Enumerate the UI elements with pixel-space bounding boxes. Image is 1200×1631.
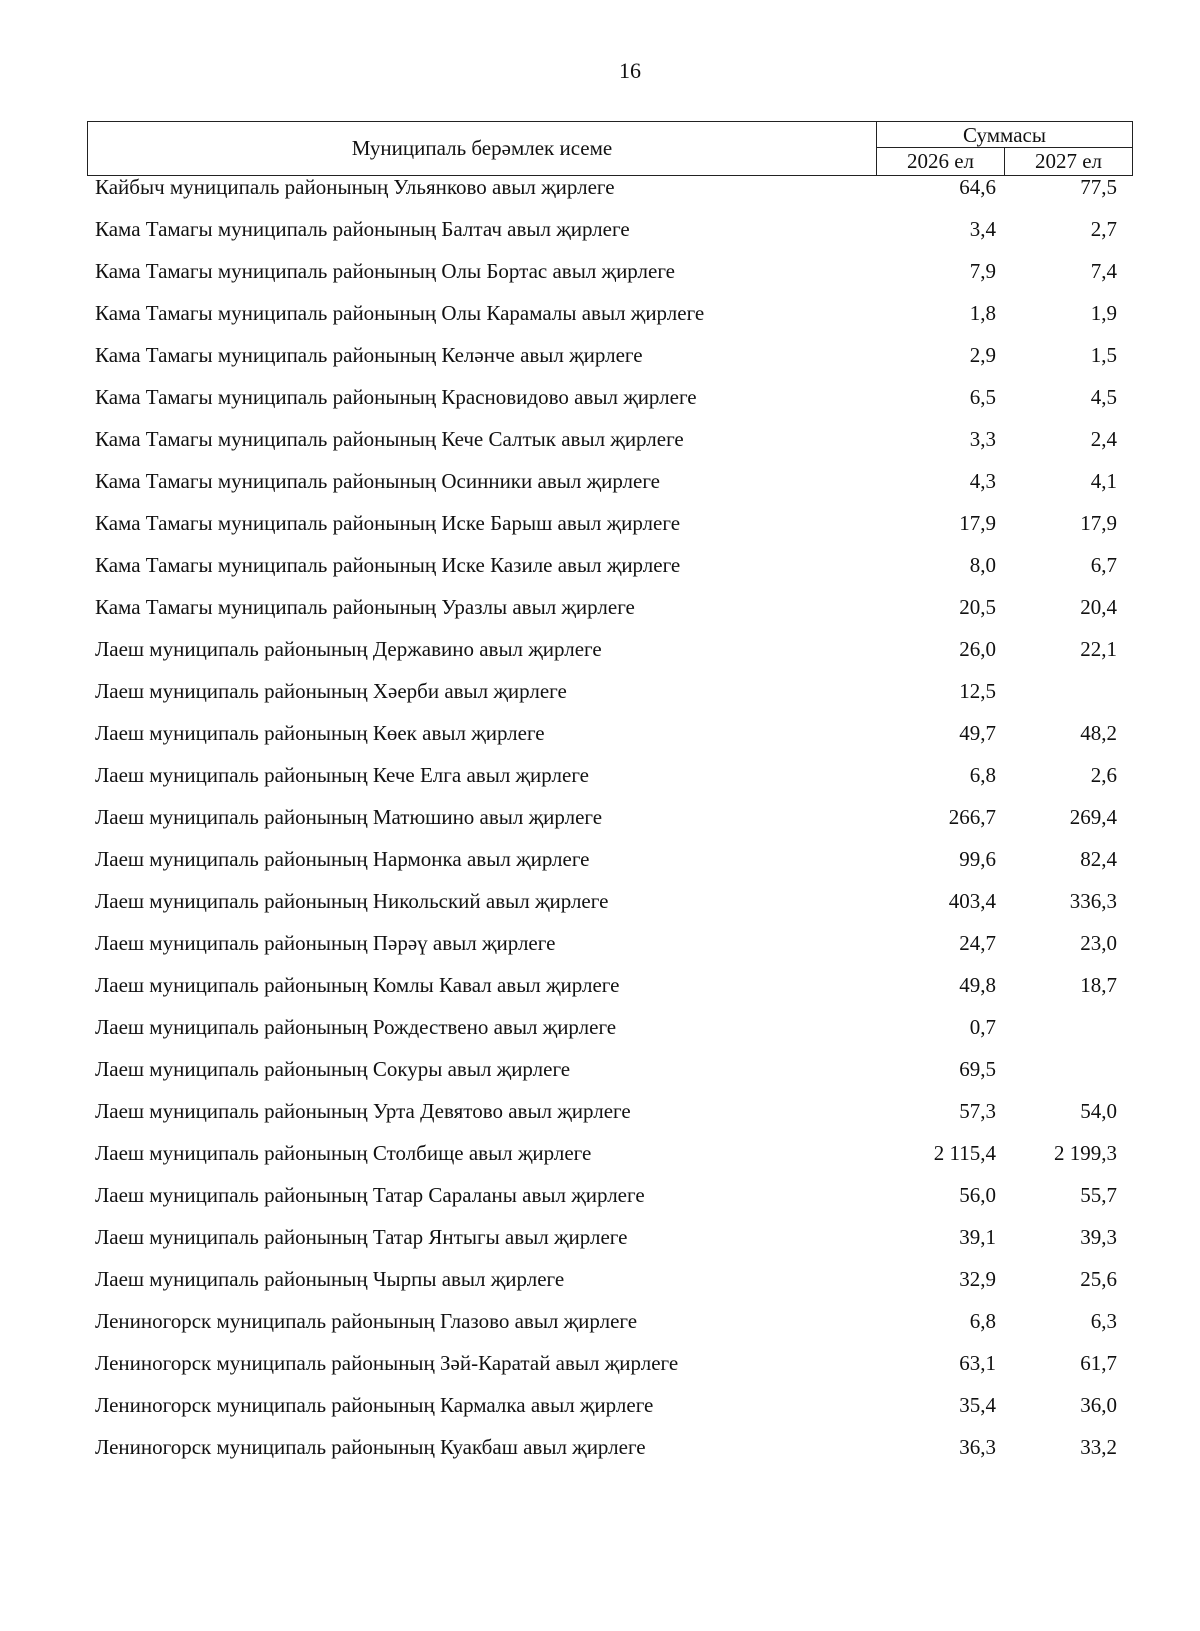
municipality-name: Лениногорск муниципаль районының Куакбаш авыл җирлеге: [95, 1435, 646, 1459]
municipality-name: Лаеш муниципаль районының Матюшино авыл җирлеге: [95, 805, 603, 829]
amount-2027: 39,3: [1080, 1225, 1117, 1249]
amount-2027: 33,2: [1080, 1435, 1117, 1459]
amount-2027: 22,1: [1080, 637, 1117, 661]
amount-2026: 36,3: [959, 1435, 996, 1459]
municipality-name: Кама Тамагы муниципаль районының Уразлы авыл җирлеге: [95, 595, 635, 619]
header-year-2026: 2026 ел: [877, 148, 1005, 175]
amount-2026: 39,1: [959, 1225, 996, 1249]
table-row: [87, 425, 1133, 467]
amount-2026: 8,0: [969, 553, 996, 577]
amount-2027: 7,4: [1090, 259, 1117, 283]
table-row: [87, 1097, 1133, 1139]
amount-2027: 18,7: [1080, 973, 1117, 997]
table-row: [87, 509, 1133, 551]
amount-2027: 61,7: [1080, 1351, 1117, 1375]
amount-2026: 63,1: [959, 1351, 996, 1375]
table-row: [87, 1139, 1133, 1181]
municipality-name: Лаеш муниципаль районының Хәерби авыл җирлеге: [95, 679, 567, 703]
municipality-name: Лениногорск муниципаль районының Зәй-Каратай авыл җирлеге: [95, 1351, 679, 1375]
page-number: 16: [619, 58, 641, 83]
amount-2026: 64,6: [959, 175, 996, 199]
municipality-name: Кама Тамагы муниципаль районының Иске Барыш авыл җирлеге: [95, 511, 681, 535]
amount-2026: 32,9: [959, 1267, 996, 1291]
municipality-name: Лаеш муниципаль районының Кече Елга авыл җирлеге: [95, 763, 589, 787]
table-row: [87, 929, 1133, 971]
amount-2027: 23,0: [1080, 931, 1117, 955]
amount-2027: 36,0: [1080, 1393, 1117, 1417]
municipality-name: Кама Тамагы муниципаль районының Красновидово авыл җирлеге: [95, 385, 697, 409]
municipality-name: Кама Тамагы муниципаль районының Келәнче авыл җирлеге: [95, 343, 643, 367]
amount-2026: 4,3: [969, 469, 996, 493]
municipality-name: Лаеш муниципаль районының Нармонка авыл җирлеге: [95, 847, 590, 871]
municipality-name: Лаеш муниципаль районының Столбище авыл җирлеге: [95, 1141, 592, 1165]
amount-2027: 2,4: [1090, 427, 1117, 451]
amount-2027: 6,7: [1090, 553, 1117, 577]
table-row: [87, 1391, 1133, 1433]
amount-2027: 6,3: [1090, 1309, 1117, 1333]
table-body: [87, 173, 1133, 1475]
municipality-name: Лениногорск муниципаль районының Кармалка авыл җирлеге: [95, 1393, 654, 1417]
allocation-table: [87, 121, 1133, 1459]
amount-2026: 49,8: [959, 973, 996, 997]
municipality-name: Лаеш муниципаль районының Сокуры авыл җирлеге: [95, 1057, 571, 1081]
table-row: [87, 887, 1133, 929]
amount-2027: 25,6: [1080, 1267, 1117, 1291]
amount-2026: 3,4: [969, 217, 996, 241]
municipality-name: Кама Тамагы муниципаль районының Олы Бортас авыл җирлеге: [95, 259, 675, 283]
municipality-name: Кама Тамагы муниципаль районының Кече Салтык авыл җирлеге: [95, 427, 684, 451]
amount-2026: 6,8: [969, 1309, 996, 1333]
table-row: [87, 467, 1133, 509]
municipality-name: Кама Тамагы муниципаль районының Иске Казиле авыл җирлеге: [95, 553, 681, 577]
municipality-name: Лениногорск муниципаль районының Глазово авыл җирлеге: [95, 1309, 638, 1333]
amount-2026: 0,7: [969, 1015, 996, 1039]
amount-2027: 336,3: [1069, 889, 1117, 913]
municipality-name: Лаеш муниципаль районының Пәрәү авыл җирлеге: [95, 931, 556, 955]
amount-2026: 7,9: [969, 259, 996, 283]
amount-2026: 6,8: [969, 763, 996, 787]
amount-2026: 24,7: [959, 931, 996, 955]
municipality-name: Кама Тамагы муниципаль районының Балтач авыл җирлеге: [95, 217, 630, 241]
amount-2027: 1,9: [1090, 301, 1117, 325]
municipality-name: Лаеш муниципаль районының Көек авыл җирлеге: [95, 721, 545, 745]
table-row: [87, 1349, 1133, 1391]
amount-2027: 2,7: [1090, 217, 1117, 241]
municipality-name: Лаеш муниципаль районының Татар Янтыгы авыл җирлеге: [95, 1225, 628, 1249]
amount-2026: 3,3: [969, 427, 996, 451]
table-row: [87, 173, 1133, 215]
amount-2026: 17,9: [959, 511, 996, 535]
amount-2026: 2 115,4: [933, 1141, 996, 1165]
table-row: [87, 383, 1133, 425]
amount-2027: 1,5: [1090, 343, 1117, 367]
amount-2026: 57,3: [959, 1099, 996, 1123]
table-header: [87, 121, 1133, 176]
header-municipality-name: Муниципаль берәмлек исеме: [88, 122, 877, 175]
amount-2026: 6,5: [969, 385, 996, 409]
amount-2027: 77,5: [1080, 175, 1117, 199]
municipality-name: Лаеш муниципаль районының Рождествено авыл җирлеге: [95, 1015, 617, 1039]
table-row: [87, 635, 1133, 677]
amount-2027: 48,2: [1080, 721, 1117, 745]
amount-2027: 54,0: [1080, 1099, 1117, 1123]
header-sums: Суммасы: [877, 122, 1132, 148]
table-row: [87, 1307, 1133, 1349]
amount-2026: 56,0: [959, 1183, 996, 1207]
table-row: [87, 215, 1133, 257]
amount-2026: 20,5: [959, 595, 996, 619]
table-row: [87, 341, 1133, 383]
municipality-name: Лаеш муниципаль районының Чырпы авыл җирлеге: [95, 1267, 565, 1291]
table-row: [87, 845, 1133, 887]
municipality-name: Кайбыч муниципаль районының Ульянково авыл җирлеге: [95, 175, 615, 199]
table-row: [87, 1265, 1133, 1307]
municipality-name: Лаеш муниципаль районының Татар Сараланы авыл җирлеге: [95, 1183, 645, 1207]
amount-2026: 26,0: [959, 637, 996, 661]
table-row: [87, 257, 1133, 299]
municipality-name: Кама Тамагы муниципаль районының Олы Карамалы авыл җирлеге: [95, 301, 705, 325]
amount-2026: 2,9: [969, 343, 996, 367]
table-row: [87, 1055, 1133, 1097]
amount-2027: 4,1: [1090, 469, 1117, 493]
municipality-name: Лаеш муниципаль районының Комлы Кавал авыл җирлеге: [95, 973, 620, 997]
amount-2027: 4,5: [1090, 385, 1117, 409]
amount-2027: 2,6: [1090, 763, 1117, 787]
table-row: [87, 1223, 1133, 1265]
amount-2026: 266,7: [948, 805, 996, 829]
table-row: [87, 593, 1133, 635]
table-row: [87, 1013, 1133, 1055]
table-row: [87, 1433, 1133, 1475]
table-row: [87, 299, 1133, 341]
amount-2026: 403,4: [948, 889, 996, 913]
amount-2027: 269,4: [1069, 805, 1117, 829]
amount-2027: 2 199,3: [1054, 1141, 1117, 1165]
amount-2026: 49,7: [959, 721, 996, 745]
municipality-name: Лаеш муниципаль районының Урта Девятово авыл җирлеге: [95, 1099, 631, 1123]
table-row: [87, 677, 1133, 719]
table-row: [87, 1181, 1133, 1223]
table-row: [87, 761, 1133, 803]
header-year-2027: 2027 ел: [1034, 149, 1103, 173]
amount-2027: 17,9: [1080, 511, 1117, 535]
amount-2026: 1,8: [969, 301, 996, 325]
table-row: [87, 971, 1133, 1013]
amount-2026: 69,5: [959, 1057, 996, 1081]
table-row: [87, 551, 1133, 593]
municipality-name: Кама Тамагы муниципаль районының Осинники авыл җирлеге: [95, 469, 661, 493]
amount-2027: 20,4: [1080, 595, 1117, 619]
municipality-name: Лаеш муниципаль районының Державино авыл җирлеге: [95, 637, 602, 661]
amount-2026: 35,4: [959, 1393, 996, 1417]
amount-2026: 99,6: [959, 847, 996, 871]
table-row: [87, 803, 1133, 845]
amount-2026: 12,5: [959, 679, 996, 703]
table-row: [87, 719, 1133, 761]
amount-2027: 55,7: [1080, 1183, 1117, 1207]
municipality-name: Лаеш муниципаль районының Никольский авыл җирлеге: [95, 889, 609, 913]
amount-2027: 82,4: [1080, 847, 1117, 871]
